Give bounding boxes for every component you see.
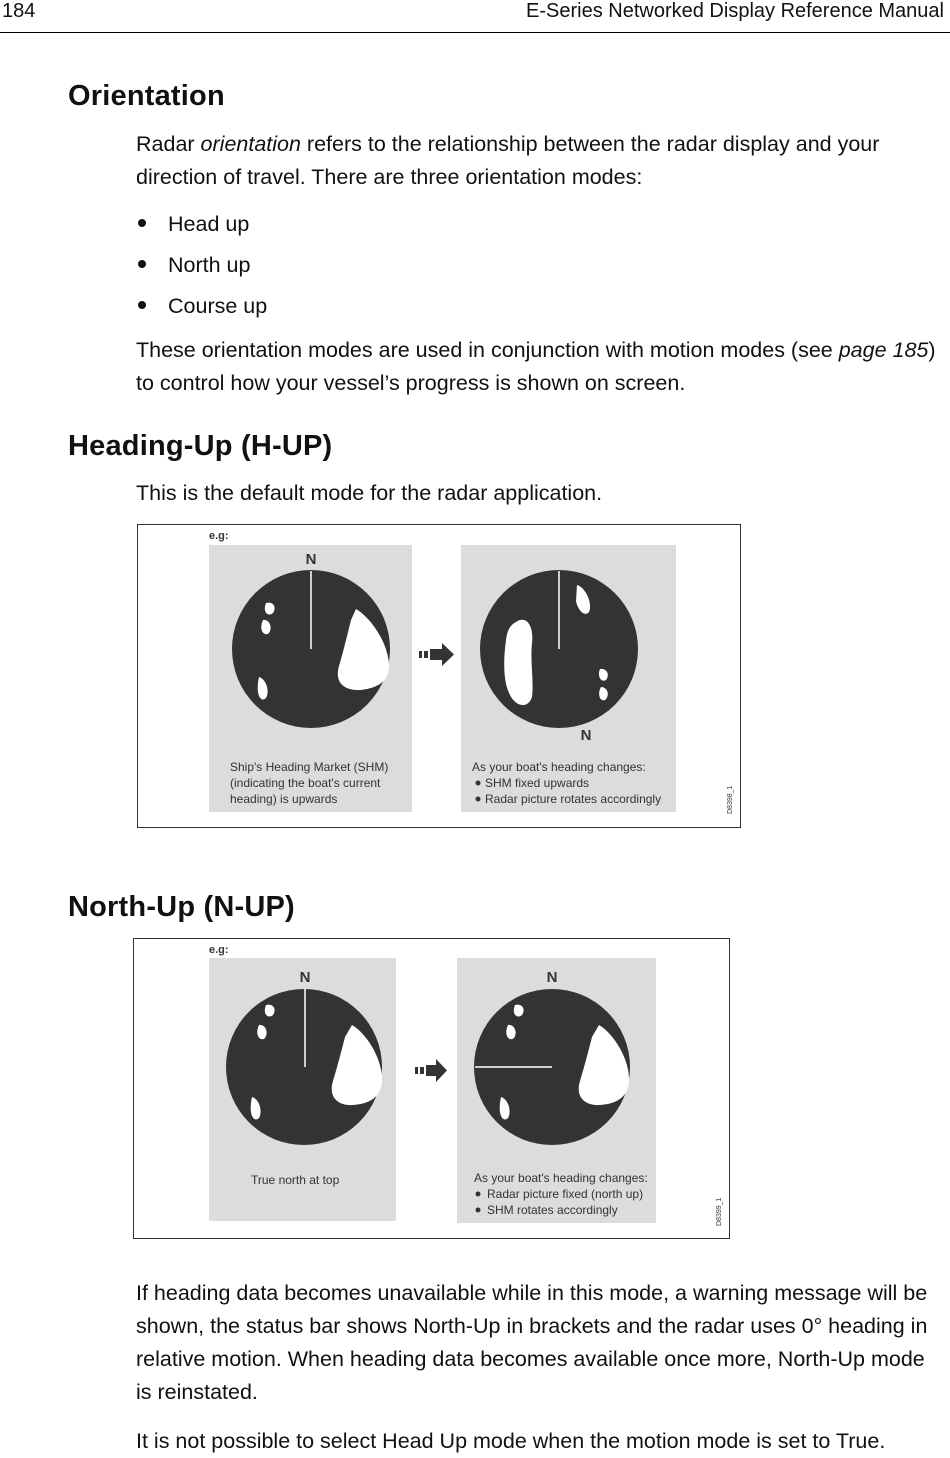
figure-eg-label: e.g: [209,944,229,956]
north-up-note: It is not possible to select Head Up mode when the motion mode is set to True. [136,1429,886,1453]
orientation-emphasis: orientation [200,132,301,156]
north-up-figure [133,938,730,1239]
bullet-icon [476,1192,481,1197]
radar-island [265,603,275,615]
orientation-heading: Orientation [68,80,225,112]
north-marker: N [305,551,317,568]
right-caption-item: Radar picture rotates accordingly [485,792,662,806]
right-caption-item: SHM rotates accordingly [487,1203,618,1217]
north-marker: N [580,727,592,744]
running-header-title: E-Series Networked Display Reference Manual [526,0,944,22]
heading-up-text: This is the default mode for the radar application. [136,481,603,505]
list-item: Head up [138,208,249,241]
left-caption: True north at top [251,1173,340,1187]
bullet-icon [476,797,481,802]
bullet-icon [476,1208,481,1213]
bullet-icon [138,219,146,227]
north-up-heading: North-Up (N-UP) [68,891,295,923]
bullet-icon [138,301,146,309]
north-marker: N [299,969,311,986]
orientation-conjunction-text: These orientation modes are used in conjunction with motion modes (see page 185) to control how your vessel’s progress is shown on screen. [136,338,936,395]
north-marker: N [546,969,558,986]
list-item: Course up [138,290,267,323]
right-caption-title: As your boat's heading changes: [472,760,646,774]
heading-up-figure [137,524,741,828]
page-number: 184 [2,0,36,22]
transition-arrow-icon [415,1059,447,1082]
heading-up-heading: Heading-Up (H-UP) [68,430,333,462]
right-caption-item: SHM fixed upwards [485,776,590,790]
right-caption-item: Radar picture fixed (north up) [487,1187,644,1201]
bullet-icon [476,781,481,786]
transition-arrow-icon [419,643,454,666]
north-up-diagram [134,939,729,1238]
bullet-icon [138,260,146,268]
header-rule [0,32,950,33]
radar-island [514,1005,524,1017]
right-caption-title: As your boat's heading changes: [474,1171,648,1185]
north-up-paragraph: If heading data becomes unavailable while in this mode, a warning message will be shown, the status bar shows North-Up in brackets and the radar uses 0° heading in relative motion. When heading data becomes available once more, North-Up mode is reinstated. [136,1281,928,1404]
orientation-intro: Radar orientation refers to the relationship between the radar display and your direction of travel. There are three orientation modes: [136,132,880,189]
heading-up-diagram [138,525,740,827]
left-caption: Ship's Heading Market (SHM) (indicating the boat's current heading) is upwards [230,760,389,806]
figure-eg-label: e.g: [209,530,229,542]
figure-code: D8399_1 [716,1197,723,1226]
radar-island [265,1005,275,1017]
page-link[interactable]: page 185 [838,338,929,362]
figure-code: D8398_1 [727,785,734,814]
list-item: North up [138,249,250,282]
